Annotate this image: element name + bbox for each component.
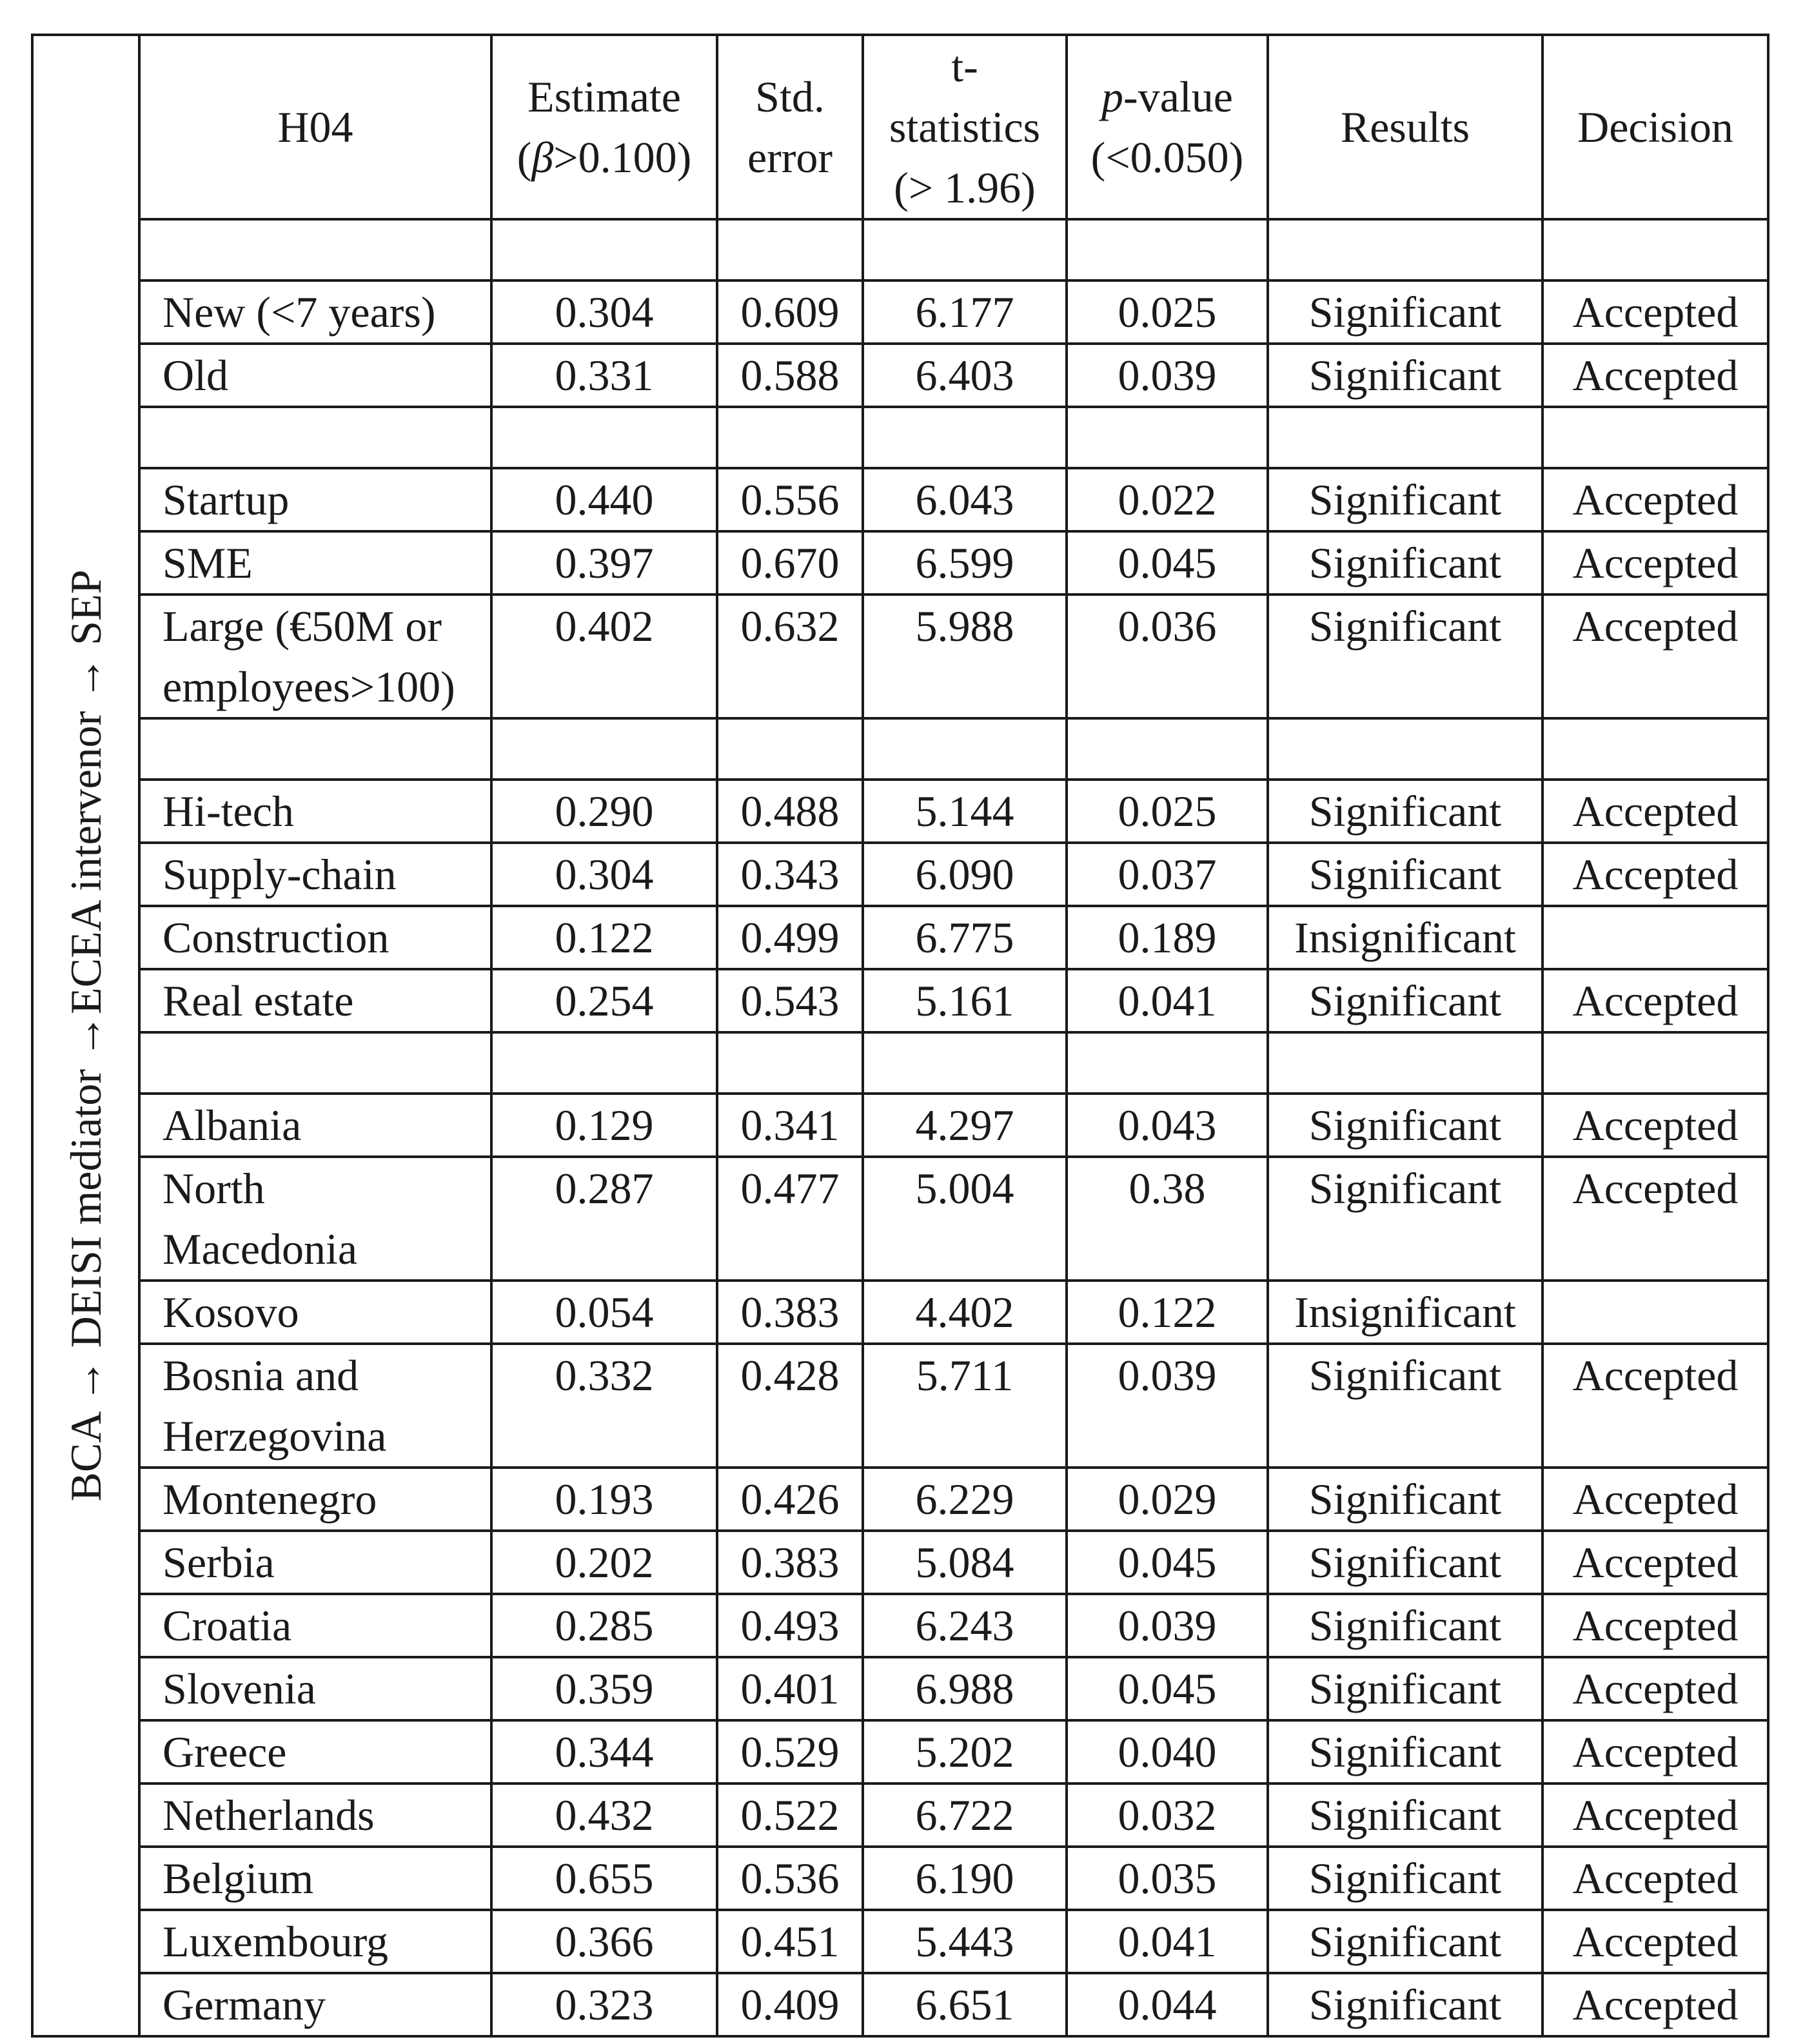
result-cell: Significant bbox=[1268, 1657, 1543, 1720]
table-row bbox=[32, 969, 1768, 1032]
table-row bbox=[32, 1657, 1768, 1720]
table-row bbox=[32, 407, 1768, 468]
table-row bbox=[32, 1344, 1768, 1468]
std-error-cell: 0.536 bbox=[717, 1847, 863, 1910]
result-cell bbox=[1268, 718, 1543, 780]
table-row bbox=[32, 906, 1768, 969]
decision-cell: Accepted bbox=[1543, 1094, 1768, 1157]
table-row bbox=[32, 1847, 1768, 1910]
decision-cell: Accepted bbox=[1543, 1910, 1768, 1973]
row-label: Serbia bbox=[139, 1531, 491, 1594]
row-label: Netherlands bbox=[139, 1784, 491, 1847]
table-row bbox=[32, 843, 1768, 906]
decision-cell: Accepted bbox=[1543, 1594, 1768, 1657]
row-label: Supply-chain bbox=[139, 843, 491, 906]
table-row bbox=[32, 280, 1768, 344]
header-t-statistics: t- statistics (> 1.96) bbox=[863, 35, 1067, 219]
decision-cell bbox=[1543, 906, 1768, 969]
row-label: Croatia bbox=[139, 1594, 491, 1657]
table-row bbox=[32, 780, 1768, 843]
decision-cell: Accepted bbox=[1543, 1720, 1768, 1784]
std-error-cell: 0.632 bbox=[717, 595, 863, 718]
p-value-cell: 0.040 bbox=[1067, 1720, 1268, 1784]
p-value-cell: 0.022 bbox=[1067, 468, 1268, 531]
row-label: Luxembourg bbox=[139, 1910, 491, 1973]
table-row bbox=[32, 1594, 1768, 1657]
decision-cell bbox=[1543, 1281, 1768, 1344]
estimate-cell: 0.287 bbox=[491, 1157, 717, 1281]
table-row bbox=[32, 1720, 1768, 1784]
t-statistic-cell: 5.084 bbox=[863, 1531, 1067, 1594]
estimate-cell: 0.323 bbox=[491, 1973, 717, 2036]
decision-cell: Accepted bbox=[1543, 344, 1768, 407]
header-p-value: p-value (<0.050) bbox=[1067, 35, 1268, 219]
row-label bbox=[139, 407, 491, 468]
table-row bbox=[32, 1281, 1768, 1344]
decision-cell: Accepted bbox=[1543, 780, 1768, 843]
header-row bbox=[32, 35, 1768, 219]
result-cell: Significant bbox=[1268, 969, 1543, 1032]
table-row bbox=[32, 468, 1768, 531]
result-cell: Significant bbox=[1268, 531, 1543, 595]
t-statistic-cell: 6.243 bbox=[863, 1594, 1067, 1657]
p-value-cell: 0.041 bbox=[1067, 969, 1268, 1032]
table-row bbox=[32, 1531, 1768, 1594]
row-label: Slovenia bbox=[139, 1657, 491, 1720]
t-statistic-cell: 5.202 bbox=[863, 1720, 1067, 1784]
t-statistic-cell bbox=[863, 219, 1067, 280]
std-error-cell: 0.493 bbox=[717, 1594, 863, 1657]
t-statistic-cell bbox=[863, 407, 1067, 468]
std-error-cell: 0.588 bbox=[717, 344, 863, 407]
decision-cell: Accepted bbox=[1543, 1344, 1768, 1468]
table-row bbox=[32, 718, 1768, 780]
t-statistic-cell: 5.161 bbox=[863, 969, 1067, 1032]
result-cell: Significant bbox=[1268, 780, 1543, 843]
decision-cell bbox=[1543, 219, 1768, 280]
p-value-cell: 0.041 bbox=[1067, 1910, 1268, 1973]
estimate-cell: 0.344 bbox=[491, 1720, 717, 1784]
p-value-cell: 0.043 bbox=[1067, 1094, 1268, 1157]
p-value-cell: 0.039 bbox=[1067, 344, 1268, 407]
t-statistic-cell: 6.722 bbox=[863, 1784, 1067, 1847]
table-row bbox=[32, 595, 1768, 718]
estimate-cell: 0.290 bbox=[491, 780, 717, 843]
p-value-cell: 0.189 bbox=[1067, 906, 1268, 969]
estimate-cell: 0.304 bbox=[491, 280, 717, 344]
table-row bbox=[32, 1784, 1768, 1847]
std-error-cell: 0.426 bbox=[717, 1468, 863, 1531]
row-label: Old bbox=[139, 344, 491, 407]
result-cell: Significant bbox=[1268, 1784, 1543, 1847]
table-row bbox=[32, 1157, 1768, 1281]
std-error-cell: 0.428 bbox=[717, 1344, 863, 1468]
row-label bbox=[139, 718, 491, 780]
result-cell: Significant bbox=[1268, 1910, 1543, 1973]
std-error-cell: 0.477 bbox=[717, 1157, 863, 1281]
estimate-cell: 0.129 bbox=[491, 1094, 717, 1157]
decision-cell: Accepted bbox=[1543, 1531, 1768, 1594]
row-label: Greece bbox=[139, 1720, 491, 1784]
result-cell: Significant bbox=[1268, 468, 1543, 531]
p-value-cell: 0.036 bbox=[1067, 595, 1268, 718]
results-table bbox=[31, 34, 1769, 2038]
decision-cell: Accepted bbox=[1543, 1657, 1768, 1720]
t-statistic-cell: 4.402 bbox=[863, 1281, 1067, 1344]
p-value-cell: 0.045 bbox=[1067, 1531, 1268, 1594]
row-label: New (<7 years) bbox=[139, 280, 491, 344]
decision-cell bbox=[1543, 718, 1768, 780]
std-error-cell: 0.609 bbox=[717, 280, 863, 344]
result-cell bbox=[1268, 219, 1543, 280]
result-cell bbox=[1268, 407, 1543, 468]
result-cell: Significant bbox=[1268, 1847, 1543, 1910]
p-value-cell: 0.045 bbox=[1067, 1657, 1268, 1720]
table-row bbox=[32, 1094, 1768, 1157]
mediation-path-label: BCA → DEISI mediator →ECEA intervenor → SEP bbox=[61, 569, 110, 1502]
p-value-cell: 0.38 bbox=[1067, 1157, 1268, 1281]
result-cell bbox=[1268, 1032, 1543, 1094]
t-statistic-cell bbox=[863, 718, 1067, 780]
std-error-cell bbox=[717, 219, 863, 280]
t-statistic-cell: 6.988 bbox=[863, 1657, 1067, 1720]
row-label: Construction bbox=[139, 906, 491, 969]
std-error-cell: 0.670 bbox=[717, 531, 863, 595]
p-value-cell: 0.025 bbox=[1067, 280, 1268, 344]
t-statistic-cell: 6.403 bbox=[863, 344, 1067, 407]
decision-cell: Accepted bbox=[1543, 843, 1768, 906]
decision-cell: Accepted bbox=[1543, 280, 1768, 344]
estimate-cell: 0.285 bbox=[491, 1594, 717, 1657]
decision-cell: Accepted bbox=[1543, 1468, 1768, 1531]
t-statistic-cell: 6.043 bbox=[863, 468, 1067, 531]
p-value-cell bbox=[1067, 407, 1268, 468]
table-row bbox=[32, 219, 1768, 280]
p-value-cell: 0.029 bbox=[1067, 1468, 1268, 1531]
p-value-cell: 0.045 bbox=[1067, 531, 1268, 595]
p-value-cell: 0.044 bbox=[1067, 1973, 1268, 2036]
t-statistic-cell: 4.297 bbox=[863, 1094, 1067, 1157]
header-decision: Decision bbox=[1543, 35, 1768, 219]
estimate-cell: 0.397 bbox=[491, 531, 717, 595]
t-statistic-cell: 5.144 bbox=[863, 780, 1067, 843]
table-row bbox=[32, 1032, 1768, 1094]
p-value-cell: 0.035 bbox=[1067, 1847, 1268, 1910]
p-value-cell: 0.039 bbox=[1067, 1594, 1268, 1657]
estimate-cell bbox=[491, 1032, 717, 1094]
estimate-cell: 0.193 bbox=[491, 1468, 717, 1531]
result-cell: Insignificant bbox=[1268, 906, 1543, 969]
row-label: Large (€50M or employees>100) bbox=[139, 595, 491, 718]
std-error-cell: 0.409 bbox=[717, 1973, 863, 2036]
header-h04: H04 bbox=[139, 35, 491, 219]
std-error-cell: 0.543 bbox=[717, 969, 863, 1032]
decision-cell bbox=[1543, 407, 1768, 468]
std-error-cell: 0.488 bbox=[717, 780, 863, 843]
t-statistic-cell: 6.599 bbox=[863, 531, 1067, 595]
estimate-cell: 0.122 bbox=[491, 906, 717, 969]
result-cell: Significant bbox=[1268, 1468, 1543, 1531]
row-label: SME bbox=[139, 531, 491, 595]
std-error-cell: 0.499 bbox=[717, 906, 863, 969]
table-row bbox=[32, 1973, 1768, 2036]
std-error-cell: 0.343 bbox=[717, 843, 863, 906]
estimate-cell: 0.655 bbox=[491, 1847, 717, 1910]
t-statistic-cell: 5.711 bbox=[863, 1344, 1067, 1468]
t-statistic-cell: 5.443 bbox=[863, 1910, 1067, 1973]
decision-cell bbox=[1543, 1032, 1768, 1094]
std-error-cell: 0.556 bbox=[717, 468, 863, 531]
t-statistic-cell: 6.090 bbox=[863, 843, 1067, 906]
t-statistic-cell: 6.651 bbox=[863, 1973, 1067, 2036]
p-value-cell: 0.025 bbox=[1067, 780, 1268, 843]
std-error-cell: 0.383 bbox=[717, 1281, 863, 1344]
path-label-cell bbox=[32, 35, 139, 2036]
decision-cell: Accepted bbox=[1543, 468, 1768, 531]
t-statistic-cell bbox=[863, 1032, 1067, 1094]
estimate-cell: 0.402 bbox=[491, 595, 717, 718]
p-value-cell: 0.039 bbox=[1067, 1344, 1268, 1468]
estimate-cell: 0.432 bbox=[491, 1784, 717, 1847]
row-label: Montenegro bbox=[139, 1468, 491, 1531]
std-error-cell bbox=[717, 407, 863, 468]
std-error-cell: 0.341 bbox=[717, 1094, 863, 1157]
result-cell: Significant bbox=[1268, 1344, 1543, 1468]
row-label: Albania bbox=[139, 1094, 491, 1157]
row-label: Startup bbox=[139, 468, 491, 531]
header-std-error: Std. error bbox=[717, 35, 863, 219]
estimate-cell: 0.366 bbox=[491, 1910, 717, 1973]
result-cell: Significant bbox=[1268, 1157, 1543, 1281]
result-cell: Significant bbox=[1268, 595, 1543, 718]
estimate-cell: 0.304 bbox=[491, 843, 717, 906]
result-cell: Significant bbox=[1268, 1973, 1543, 2036]
header-estimate: Estimate (β>0.100) bbox=[491, 35, 717, 219]
std-error-cell bbox=[717, 718, 863, 780]
table-row bbox=[32, 1468, 1768, 1531]
p-value-cell: 0.122 bbox=[1067, 1281, 1268, 1344]
decision-cell: Accepted bbox=[1543, 1784, 1768, 1847]
p-value-cell: 0.032 bbox=[1067, 1784, 1268, 1847]
result-cell: Significant bbox=[1268, 1594, 1543, 1657]
std-error-cell: 0.383 bbox=[717, 1531, 863, 1594]
estimate-cell bbox=[491, 718, 717, 780]
result-cell: Significant bbox=[1268, 1094, 1543, 1157]
row-label: Belgium bbox=[139, 1847, 491, 1910]
estimate-cell: 0.331 bbox=[491, 344, 717, 407]
std-error-cell: 0.451 bbox=[717, 1910, 863, 1973]
t-statistic-cell: 6.229 bbox=[863, 1468, 1067, 1531]
estimate-cell: 0.440 bbox=[491, 468, 717, 531]
std-error-cell: 0.401 bbox=[717, 1657, 863, 1720]
result-cell: Significant bbox=[1268, 843, 1543, 906]
estimate-cell bbox=[491, 407, 717, 468]
result-cell: Insignificant bbox=[1268, 1281, 1543, 1344]
t-statistic-cell: 5.988 bbox=[863, 595, 1067, 718]
decision-cell: Accepted bbox=[1543, 1157, 1768, 1281]
std-error-cell bbox=[717, 1032, 863, 1094]
row-label: Bosnia and Herzegovina bbox=[139, 1344, 491, 1468]
estimate-cell bbox=[491, 219, 717, 280]
result-cell: Significant bbox=[1268, 344, 1543, 407]
t-statistic-cell: 5.004 bbox=[863, 1157, 1067, 1281]
table-row bbox=[32, 531, 1768, 595]
table-row bbox=[32, 344, 1768, 407]
p-value-cell bbox=[1067, 718, 1268, 780]
decision-cell: Accepted bbox=[1543, 969, 1768, 1032]
row-label bbox=[139, 1032, 491, 1094]
row-label: Kosovo bbox=[139, 1281, 491, 1344]
p-value-cell bbox=[1067, 219, 1268, 280]
estimate-cell: 0.254 bbox=[491, 969, 717, 1032]
t-statistic-cell: 6.775 bbox=[863, 906, 1067, 969]
estimate-cell: 0.054 bbox=[491, 1281, 717, 1344]
row-label bbox=[139, 219, 491, 280]
row-label: Hi-tech bbox=[139, 780, 491, 843]
decision-cell: Accepted bbox=[1543, 595, 1768, 718]
result-cell: Significant bbox=[1268, 280, 1543, 344]
result-cell: Significant bbox=[1268, 1531, 1543, 1594]
std-error-cell: 0.529 bbox=[717, 1720, 863, 1784]
row-label: Real estate bbox=[139, 969, 491, 1032]
decision-cell: Accepted bbox=[1543, 1973, 1768, 2036]
estimate-cell: 0.359 bbox=[491, 1657, 717, 1720]
row-label: North Macedonia bbox=[139, 1157, 491, 1281]
p-value-cell bbox=[1067, 1032, 1268, 1094]
row-label: Germany bbox=[139, 1973, 491, 2036]
std-error-cell: 0.522 bbox=[717, 1784, 863, 1847]
estimate-cell: 0.332 bbox=[491, 1344, 717, 1468]
table-row bbox=[32, 1910, 1768, 1973]
header-results: Results bbox=[1268, 35, 1543, 219]
decision-cell: Accepted bbox=[1543, 1847, 1768, 1910]
t-statistic-cell: 6.190 bbox=[863, 1847, 1067, 1910]
estimate-cell: 0.202 bbox=[491, 1531, 717, 1594]
t-statistic-cell: 6.177 bbox=[863, 280, 1067, 344]
decision-cell: Accepted bbox=[1543, 531, 1768, 595]
p-value-cell: 0.037 bbox=[1067, 843, 1268, 906]
result-cell: Significant bbox=[1268, 1720, 1543, 1784]
